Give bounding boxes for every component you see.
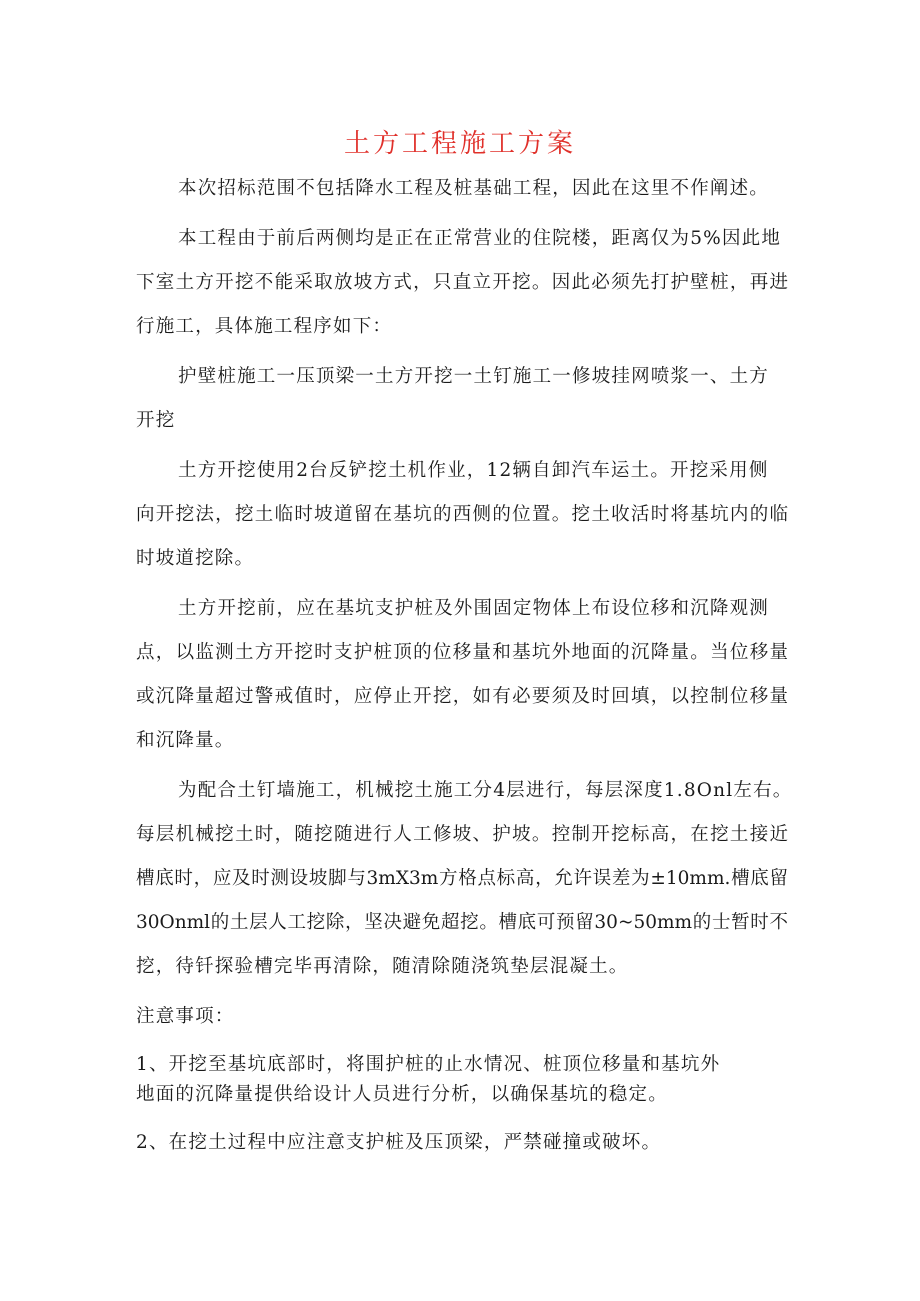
paragraph-line: 护壁桩施工一压顶梁一土方开挖一土钉施工一修坡挂网喷浆一、土方 — [178, 366, 770, 387]
note-item: 1、开挖至基坑底部时，将围护桩的止水情况、桩顶位移量和基坑外 — [136, 1054, 721, 1075]
paragraph-line: 或沉降量超过警戒值时，应停止开挖，如有必要须及时回填，以控制位移量 — [136, 686, 788, 707]
paragraph-line: 时坡道挖除。 — [136, 548, 255, 569]
paragraph-line: 行施工，具体施工程序如下： — [136, 316, 393, 337]
paragraph-line: 和沉降量。 — [136, 730, 235, 751]
note-item: 2、在挖土过程中应注意支护桩及压顶梁，严禁碰撞或破坏。 — [136, 1132, 662, 1153]
paragraph-line: 30Onml的土层人工挖除，坚决避免超挖。槽底可预留30~50mm的士暂时不 — [136, 912, 788, 933]
paragraph-line: 本工程由于前后两侧均是正在正常营业的住院楼，距离仅为5%因此地 — [178, 228, 782, 249]
paragraph-line: 下室土方开挖不能采取放坡方式，只直立开挖。因此必须先打护壁桩，再进 — [136, 272, 788, 293]
paragraph-line: 土方开挖前，应在基坑支护桩及外围固定物体上布设位移和沉降观测 — [178, 598, 770, 619]
document-title: 土方工程施工方案 — [343, 129, 576, 159]
paragraph-line: 点，以监测土方开挖时支护桩顶的位移量和基坑外地面的沉降量。当位移量 — [136, 642, 788, 663]
paragraph-line: 挖，待钎探验槽完毕再清除，随清除随浇筑垫层混凝土。 — [136, 956, 629, 977]
paragraph-line: 为配合土钉墙施工，机械挖土施工分4层进行，每层深度1.8Onl左右。 — [178, 780, 793, 801]
note-item-continued: 地面的沉降量提供给设计人员进行分析，以确保基坑的稳定。 — [136, 1084, 668, 1105]
paragraph-line: 槽底时，应及时测设坡脚与3mX3m方格点标高，允许误差为±10mm.槽底留 — [136, 868, 788, 889]
paragraph-line: 每层机械挖土时，随挖随进行人工修坡、护坡。控制开挖标高，在挖土接近 — [136, 824, 788, 845]
notes-heading: 注意事项： — [136, 1006, 235, 1027]
paragraph-line: 本次招标范围不包括降水工程及桩基础工程，因此在这里不作阐述。 — [178, 178, 770, 199]
paragraph-line: 向开挖法，挖土临时坡道留在基坑的西侧的位置。挖土收活时将基坑内的临 — [136, 504, 788, 525]
paragraph-line: 开挖 — [136, 410, 176, 431]
paragraph-line: 土方开挖使用2台反铲挖土机作业，12辆自卸汽车运土。开挖采用侧 — [178, 460, 769, 481]
